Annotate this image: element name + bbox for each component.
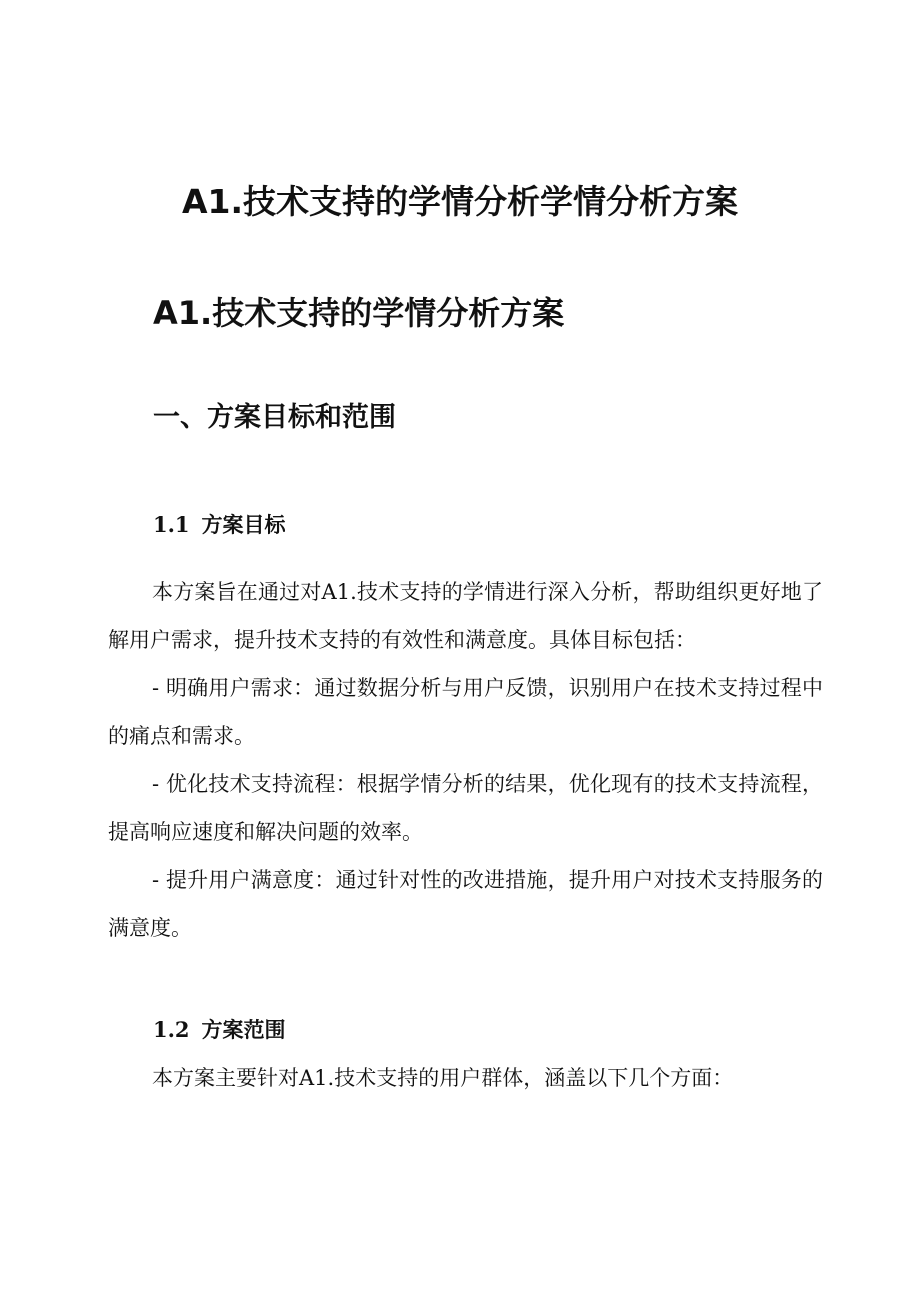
subsection-heading-scope — [153, 1015, 286, 1045]
document-title: A1.技术支持的学情分析学情分析方案 — [181, 182, 739, 221]
paragraph-scope: 本方案主要针对A1.技术支持的用户群体，涵盖以下几个方面： — [152, 1066, 734, 1090]
section-heading: 一、方案目标和范围 — [153, 402, 396, 433]
document-subtitle: A1.技术支持的学情分析方案 — [153, 294, 565, 332]
subsection-number: 1.2 — [153, 1017, 190, 1042]
paragraph-bullet-satisfaction: - 提升用户满意度：通过针对性的改进措施，提升用户对技术支持服务的满意度。 — [108, 868, 823, 940]
subsection-title: 方案目标 — [201, 513, 286, 537]
subsection-number: 1.1 — [153, 512, 190, 537]
paragraph-intro: 本方案旨在通过对A1.技术支持的学情进行深入分析，帮助组织更好地了解用户需求，提升技术支持的有效性和满意度。具体目标包括： — [108, 580, 823, 652]
paragraph-bullet-process: - 优化技术支持流程：根据学情分析的结果，优化现有的技术支持流程，提高响应速度和解决问题的效率。 — [108, 772, 823, 844]
paragraph-bullet-needs: - 明确用户需求：通过数据分析与用户反馈，识别用户在技术支持过程中的痛点和需求。 — [108, 676, 823, 748]
subsection-heading-goal — [153, 510, 286, 540]
subsection-title: 方案范围 — [201, 1018, 286, 1042]
